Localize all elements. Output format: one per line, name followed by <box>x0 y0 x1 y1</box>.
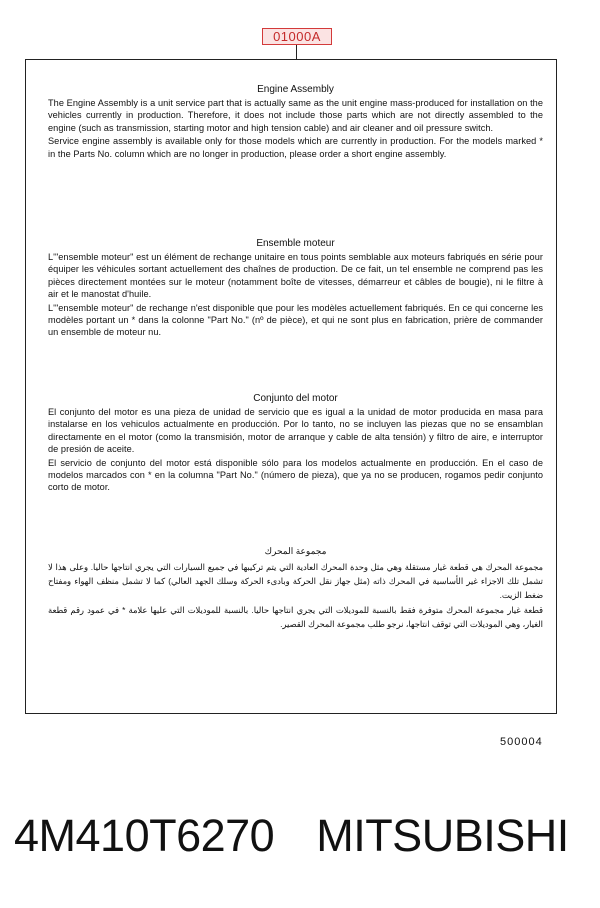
paragraph-arabic-1: مجموعة المحرك هي قطعة غيار مستقلة وهي مثل وحدة المحرك العادية التي يتم تركيبها في جميع السيارات التي يجري انتاجها حاليا. وعلى هذا لا تشمل تلك الاجزاء غير الأساسية في المحرك ذاته (مثل جهاز نقل الحركة وبادىء الحركة وسلك الجهد العالي) كما لا تشمل منظف الهواء ومفتاح ضغط الزيت. <box>48 562 543 600</box>
paragraph-french-2: L'"ensemble moteur" de rechange n'est disponible que pour les modèles actuellement fabriqués. En ce qui concerne les modèles portant un * dans la colonne "Part No." (nº de pièce), et qui ne sont plus en fabrication, prière de commander un ensemble de moteur nu. <box>48 302 543 338</box>
section-title-french: Ensemble moteur <box>256 238 335 249</box>
section-title-arabic: مجموعة المحرك <box>264 546 327 556</box>
document-number: 500004 <box>500 736 543 748</box>
section-title-english: Engine Assembly <box>257 84 334 95</box>
paragraph-spanish-2: El servicio de conjunto del motor está disponible sólo para los modelos actualmente en producción. En el caso de modelos marcados con * en la columna "Part No." (número de pieza), que ya no se producen, rogamos pedir conjunto corto de motor. <box>48 457 543 493</box>
section-title-spanish: Conjunto del motor <box>253 393 338 404</box>
footer-brand: MITSUBISHI <box>316 810 569 861</box>
paragraph-english-2: Service engine assembly is available only for those models which are currently in production. For the models marked * in the Parts No. column which are no longer in production, please order a short engine assembly. <box>48 136 543 159</box>
section-french <box>48 238 543 339</box>
part-reference-label: 01000A <box>262 28 332 45</box>
leader-line <box>296 45 297 60</box>
section-english <box>48 84 543 160</box>
footer-part-number: 4M410T6270 <box>14 810 275 861</box>
paragraph-spanish-1: El conjunto del motor es una pieza de unidad de servicio que es igual a la unidad de motor producida en masa para instalarse en los vehiculos actualmente en producción. Por lo tanto, no se incluyen las piezas que no se ensamblan directamente en el motor (como la transmisión, motor de arranque y cable de alta tensión) y filtro de aire, e interruptor de presión de aceite. <box>48 407 543 455</box>
footer-caption <box>14 806 569 866</box>
section-spanish <box>48 393 543 494</box>
section-arabic <box>48 546 543 632</box>
paragraph-english-1: The Engine Assembly is a unit service part that is actually same as the unit engine mass-produced for installation on the vehicles currently in production. Therefore, it does not include those parts which are not directly assembled to the engine (such as transmission, starting motor and high tension cable) and air cleaner and oil pressure switch. <box>48 98 543 133</box>
paragraph-french-1: L'"ensemble moteur" est un élément de rechange unitaire en tous points semblable aux moteurs fabriqués en série pour équiper les véhicules sortant actuellement des chaînes de production. De ce fait, un tel ensemble ne comprend pas les pièces directement montées sur le moteur (notamment boîte de vitesses, démarreur et câbles de bougie), ni le filtre à air et le manostat d'huile. <box>48 252 543 300</box>
paragraph-arabic-2: قطعة غيار مجموعة المحرك متوفرة فقط بالنسبة للموديلات التي يجري انتاجها حاليا. بالنسبة للموديلات التي عليها علامة * في عمود رقم قطعة الغيار، وهي الموديلات التي توقف انتاجها، نرجو طلب مجموعة المحرك القصير. <box>48 605 543 630</box>
